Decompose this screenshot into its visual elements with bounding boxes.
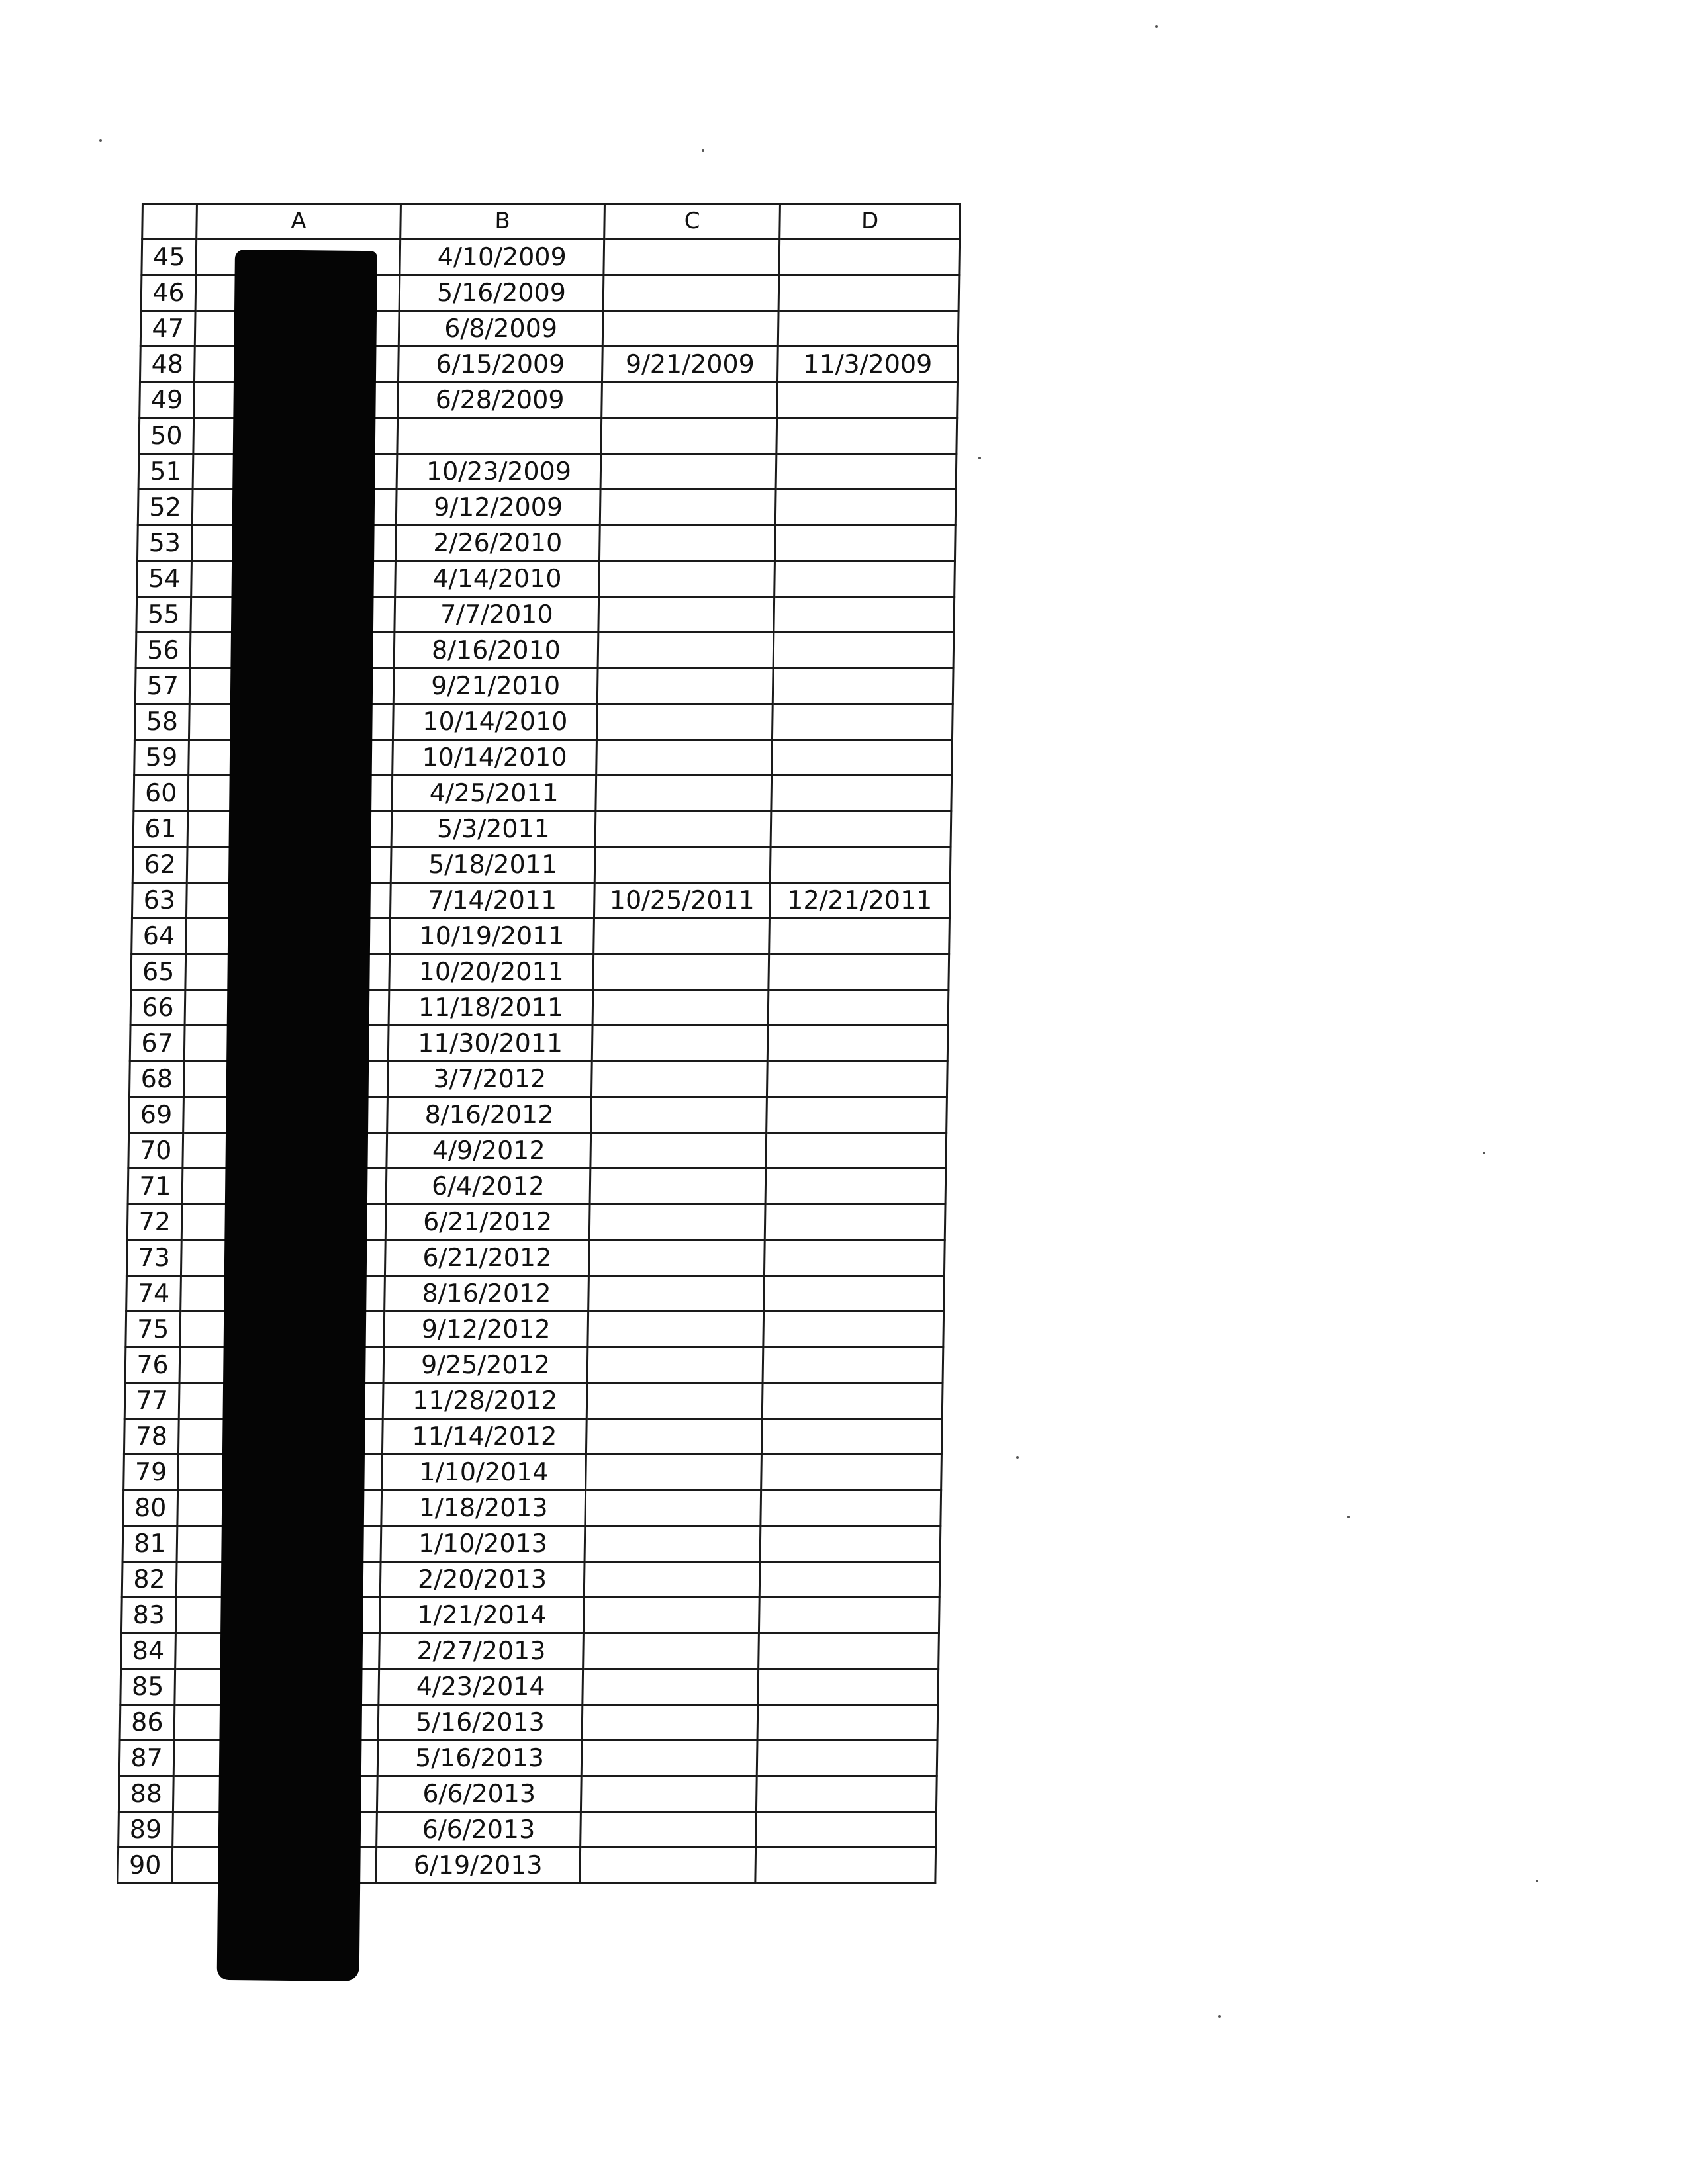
cell-c: [580, 1848, 756, 1884]
cell-d: 12/21/2011: [769, 883, 950, 919]
cell-d: [764, 1240, 945, 1276]
cell-b: 7/14/2011: [390, 883, 594, 919]
cell-b: 10/14/2010: [393, 740, 597, 776]
cell-b: 5/16/2013: [378, 1705, 583, 1741]
cell-c: [600, 490, 776, 525]
row-number-cell: 78: [124, 1419, 179, 1455]
cell-c: [601, 418, 777, 454]
cell-b: 5/18/2011: [391, 847, 595, 883]
cell-b: 6/21/2012: [385, 1205, 590, 1240]
row-number-cell: 56: [136, 633, 191, 668]
row-number-cell: 75: [126, 1312, 181, 1347]
row-number-cell: 79: [124, 1455, 179, 1490]
cell-b: 10/14/2010: [393, 704, 597, 740]
cell-c: [585, 1526, 761, 1562]
row-number-cell: 70: [128, 1133, 183, 1169]
cell-d: 11/3/2009: [777, 347, 958, 383]
cell-b: 6/19/2013: [376, 1848, 581, 1884]
cell-d: [767, 1062, 947, 1097]
row-number-cell: 71: [128, 1169, 183, 1205]
cell-d: [760, 1526, 941, 1562]
row-number-cell: 68: [129, 1062, 184, 1097]
cell-c: [594, 847, 771, 883]
cell-d: [763, 1312, 944, 1347]
cell-b: 2/26/2010: [395, 525, 600, 561]
scan-speck: [1155, 25, 1158, 28]
cell-b: 5/16/2009: [399, 275, 604, 311]
cell-d: [768, 990, 949, 1026]
cell-c: [591, 1062, 767, 1097]
row-number-cell: 65: [131, 954, 186, 990]
cell-c: 10/25/2011: [594, 883, 770, 919]
cell-b: 8/16/2012: [387, 1097, 592, 1133]
row-number-cell: 80: [123, 1490, 178, 1526]
column-header-d: D: [780, 204, 961, 240]
cell-b: 9/12/2012: [384, 1312, 588, 1347]
row-number-cell: 55: [136, 597, 191, 633]
column-header-c: C: [604, 204, 780, 240]
cell-c: [586, 1419, 762, 1455]
row-number-cell: 61: [133, 811, 188, 847]
cell-b: 4/10/2009: [400, 240, 604, 275]
row-number-cell: 46: [141, 275, 196, 311]
cell-d: [761, 1490, 941, 1526]
row-number-cell: 89: [118, 1812, 173, 1848]
cell-c: [581, 1776, 757, 1812]
cell-b: 10/20/2011: [389, 954, 594, 990]
cell-d: [759, 1633, 939, 1669]
cell-b: 1/10/2014: [382, 1455, 586, 1490]
cell-d: [757, 1741, 937, 1776]
cell-c: [595, 811, 771, 847]
row-number-cell: 76: [125, 1347, 180, 1383]
row-number-cell: 81: [122, 1526, 177, 1562]
row-number-cell: 45: [142, 240, 197, 275]
cell-c: [599, 525, 775, 561]
cell-c: [592, 1026, 768, 1062]
cell-c: [598, 633, 774, 668]
cell-b: 6/4/2012: [386, 1169, 590, 1205]
cell-c: [583, 1669, 759, 1705]
cell-c: [596, 776, 772, 811]
cell-b: 2/20/2013: [380, 1562, 585, 1598]
cell-c: [583, 1633, 759, 1669]
cell-d: [761, 1419, 942, 1455]
cell-c: 9/21/2009: [602, 347, 778, 383]
cell-b: 5/3/2011: [391, 811, 596, 847]
column-header-row: [142, 204, 961, 240]
cell-c: [588, 1240, 765, 1276]
cell-d: [777, 383, 958, 418]
row-number-cell: 83: [121, 1598, 176, 1633]
row-number-cell: 50: [139, 418, 194, 454]
row-number-cell: 67: [130, 1026, 185, 1062]
row-number-cell: 48: [140, 347, 195, 383]
cell-b: 5/16/2013: [377, 1741, 582, 1776]
cell-b: 1/18/2013: [381, 1490, 586, 1526]
cell-b: 6/21/2012: [385, 1240, 589, 1276]
row-number-cell: 57: [135, 668, 190, 704]
cell-c: [585, 1490, 761, 1526]
cell-c: [594, 919, 770, 954]
cell-b: 4/23/2014: [379, 1669, 583, 1705]
cell-d: [771, 776, 952, 811]
cell-b: 4/25/2011: [392, 776, 596, 811]
row-number-cell: 85: [120, 1669, 175, 1705]
row-number-cell: 82: [122, 1562, 177, 1598]
cell-c: [590, 1169, 766, 1205]
cell-c: [583, 1598, 759, 1633]
cell-d: [767, 1097, 947, 1133]
cell-d: [778, 275, 959, 311]
row-number-cell: 90: [118, 1848, 173, 1884]
cell-c: [604, 240, 780, 275]
cell-b: 6/8/2009: [399, 311, 603, 347]
column-header-a: A: [197, 204, 401, 240]
cell-c: [598, 597, 774, 633]
scan-speck: [1483, 1152, 1485, 1154]
cell-c: [597, 668, 773, 704]
row-number-cell: 86: [120, 1705, 175, 1741]
scan-speck: [1347, 1516, 1350, 1518]
cell-d: [765, 1205, 945, 1240]
row-number-cell: 69: [129, 1097, 184, 1133]
cell-c: [581, 1741, 757, 1776]
cell-b: 6/6/2013: [377, 1776, 581, 1812]
cell-b: 11/14/2012: [382, 1419, 586, 1455]
cell-d: [770, 847, 951, 883]
cell-c: [596, 740, 773, 776]
column-header-b: B: [400, 204, 605, 240]
row-number-cell: 74: [126, 1276, 181, 1312]
cell-b: 6/28/2009: [398, 383, 602, 418]
cell-d: [758, 1669, 939, 1705]
cell-d: [773, 633, 954, 668]
cell-d: [756, 1812, 937, 1848]
scan-speck: [1218, 2015, 1221, 2018]
cell-b: 9/21/2010: [393, 668, 598, 704]
cell-b: 11/18/2011: [389, 990, 593, 1026]
cell-c: [588, 1312, 764, 1347]
cell-b: 1/10/2013: [381, 1526, 585, 1562]
row-number-cell: 88: [118, 1776, 173, 1812]
row-number-cell: 60: [134, 776, 189, 811]
cell-b: 7/7/2010: [395, 597, 599, 633]
cell-c: [590, 1133, 767, 1169]
row-number-cell: 72: [127, 1205, 182, 1240]
cell-d: [759, 1562, 940, 1598]
cell-d: [769, 919, 950, 954]
row-number-cell: 73: [126, 1240, 181, 1276]
cell-b: 9/25/2012: [383, 1347, 588, 1383]
cell-b: 1/21/2014: [379, 1598, 584, 1633]
cell-b: 10/23/2009: [397, 454, 601, 490]
cell-b: 2/27/2013: [379, 1633, 584, 1669]
cell-c: [596, 704, 773, 740]
cell-d: [776, 418, 957, 454]
cell-b: [397, 418, 602, 454]
cell-b: 11/30/2011: [388, 1026, 592, 1062]
cell-c: [599, 561, 775, 597]
cell-c: [586, 1383, 763, 1419]
cell-d: [773, 668, 953, 704]
row-number-cell: 51: [138, 454, 193, 490]
cell-d: [756, 1776, 937, 1812]
cell-d: [774, 525, 955, 561]
cell-d: [769, 954, 949, 990]
scan-speck: [702, 149, 704, 152]
cell-d: [772, 704, 953, 740]
cell-d: [767, 1026, 948, 1062]
row-number-cell: 77: [124, 1383, 179, 1419]
row-number-cell: 84: [121, 1633, 176, 1669]
row-number-cell: 49: [140, 383, 195, 418]
cell-d: [774, 561, 955, 597]
cell-b: 6/6/2013: [377, 1812, 581, 1848]
row-number-cell: 63: [132, 883, 187, 919]
cell-c: [582, 1705, 758, 1741]
scan-speck: [978, 457, 981, 459]
cell-c: [600, 454, 776, 490]
cell-c: [602, 311, 778, 347]
cell-b: 11/28/2012: [383, 1383, 587, 1419]
cell-c: [588, 1276, 765, 1312]
cell-d: [764, 1276, 945, 1312]
scan-speck: [1536, 1880, 1538, 1882]
cell-c: [581, 1812, 757, 1848]
row-number-cell: 53: [137, 525, 192, 561]
cell-d: [776, 454, 957, 490]
cell-b: 4/9/2012: [387, 1133, 591, 1169]
cell-c: [586, 1455, 762, 1490]
cell-b: 6/15/2009: [398, 347, 602, 383]
cell-d: [774, 597, 955, 633]
cell-c: [602, 383, 778, 418]
cell-d: [766, 1133, 947, 1169]
scan-speck: [1016, 1456, 1019, 1459]
cell-d: [775, 490, 956, 525]
row-number-cell: 47: [140, 311, 195, 347]
cell-b: 8/16/2010: [394, 633, 598, 668]
corner-cell: [142, 204, 197, 240]
cell-d: [757, 1705, 938, 1741]
cell-d: [763, 1347, 943, 1383]
cell-b: 3/7/2012: [387, 1062, 592, 1097]
cell-d: [759, 1598, 939, 1633]
cell-c: [587, 1347, 763, 1383]
row-number-cell: 87: [119, 1741, 174, 1776]
cell-b: 10/19/2011: [390, 919, 594, 954]
cell-b: 9/12/2009: [396, 490, 600, 525]
cell-c: [603, 275, 779, 311]
row-number-cell: 52: [138, 490, 193, 525]
cell-d: [771, 811, 951, 847]
cell-d: [765, 1169, 946, 1205]
row-number-cell: 54: [137, 561, 192, 597]
cell-c: [592, 990, 769, 1026]
cell-d: [778, 311, 959, 347]
cell-b: 4/14/2010: [395, 561, 600, 597]
scan-speck: [99, 139, 102, 142]
cell-b: 8/16/2012: [385, 1276, 589, 1312]
cell-c: [593, 954, 769, 990]
row-number-cell: 59: [134, 740, 189, 776]
row-number-cell: 66: [130, 990, 185, 1026]
row-number-cell: 62: [132, 847, 187, 883]
cell-d: [779, 240, 960, 275]
cell-c: [584, 1562, 760, 1598]
cell-d: [772, 740, 953, 776]
row-number-cell: 58: [134, 704, 189, 740]
cell-d: [755, 1848, 936, 1884]
redaction-bar: [217, 250, 377, 1981]
cell-d: [762, 1383, 943, 1419]
cell-d: [761, 1455, 942, 1490]
cell-c: [589, 1205, 765, 1240]
row-number-cell: 64: [132, 919, 187, 954]
cell-c: [591, 1097, 767, 1133]
